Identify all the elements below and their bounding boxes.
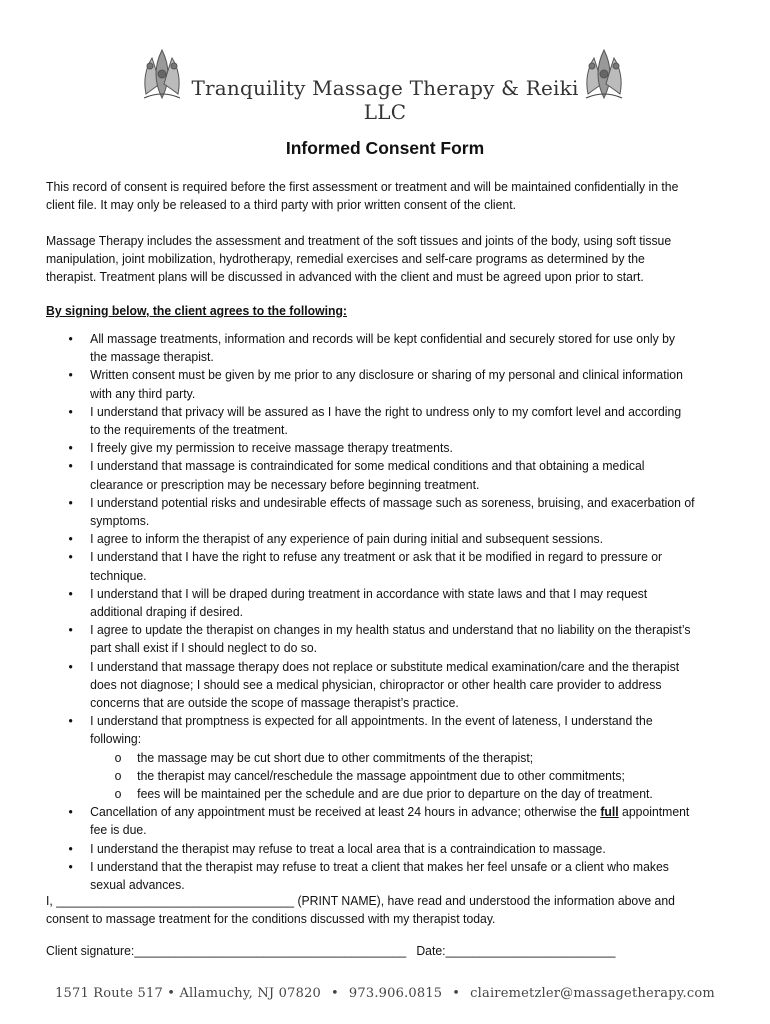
emphasis-full: full [600, 804, 619, 820]
letterhead [0, 40, 770, 124]
date-field[interactable]: _________________________ [445, 943, 616, 958]
lotus-logo-icon [578, 44, 630, 102]
footer-email: clairemetzler@massagetherapy.com [470, 986, 715, 1001]
bullet-icon: • [68, 840, 73, 856]
bullet-icon: • [68, 804, 73, 820]
list-item-cancellation: • Cancellation of any appointment must be received at least 24 hours in advance; otherwise the full appointment fee is due. [68, 804, 690, 838]
bullet-icon: • [68, 713, 73, 729]
list-item: • I understand the therapist may refuse to treat a local area that is a contraindication to massage. [46, 840, 695, 858]
bullet-icon: • [68, 585, 73, 601]
list-item: • Written consent must be given by me prior to any disclosure or sharing of my personal and clinical information with any third party. [68, 367, 683, 401]
print-name-statement: I, ___________________________________ (PRINT NAME), have read and understood the information above and consent to massage treatment for the conditions discussed with my therapist today. [46, 893, 675, 926]
date-label: Date: [416, 943, 446, 958]
signature-field[interactable]: ________________________________________ [134, 943, 407, 958]
bullet-icon: • [68, 549, 73, 565]
lateness-sublist [90, 749, 694, 804]
company-name: Tranquility Massage Therapy & Reiki LLC [191, 76, 579, 124]
lotus-logo-icon [136, 44, 188, 102]
bullet-icon: • [68, 531, 73, 547]
bullet-icon: • [68, 331, 73, 346]
intro-paragraph-massage-therapy: Massage Therapy includes the assessment and treatment of the soft tissues and joints of the body, using soft tissue manipulation, joint mobilization, hydrotherapy, remedial exercises and self-care programs as determined by the therapist. Treatment plans will be discussed in advanced with the client and must be agreed upon prior to start. [46, 233, 672, 284]
sublist-item: o the massage may be cut short due to other commitments of the therapist; [90, 749, 694, 767]
bullet-icon: • [68, 367, 73, 383]
footer-separator: • [331, 986, 339, 1001]
footer-phone: 973.906.0815 [348, 986, 443, 1001]
list-item: • I understand that the therapist may refuse to treat a client that makes her feel unsafe or a client who makes sexual advances. [68, 858, 669, 893]
intro-paragraph-confidentiality: This record of consent is required before the first assessment or treatment and will be maintained confidentially in the client file. It may only be released to a third party with prior written consent of the client. [46, 179, 679, 212]
bullet-icon: • [68, 458, 73, 474]
form-title: Informed Consent Form [285, 138, 485, 158]
agreement-list [46, 330, 695, 894]
footer-address: 1571 Route 517 • Allamuchy, NJ 07820 [55, 986, 322, 1001]
circle-bullet-icon: o [114, 749, 122, 765]
bullet-icon: • [68, 440, 73, 456]
list-item: • I agree to update the therapist on changes in my health status and understand that no liability on the therapist’s part shall exist if I should neglect to do so. [68, 622, 691, 656]
circle-bullet-icon: o [114, 786, 122, 802]
sublist-item: o the therapist may cancel/reschedule the massage appointment due to other commitments; [90, 767, 694, 785]
footer [0, 986, 770, 1001]
sublist-item: o fees will be maintained per the schedule and are due prior to departure on the day of treatment. [90, 785, 694, 803]
list-item: • I understand that massage therapy does not replace or substitute medical examination/care and the therapist does not diagnose; I should see a medical physician, chiropractor or other health care provider to address concerns that are outside the scope of massage therapist’s practice. [68, 658, 680, 711]
footer-separator: • [452, 986, 461, 1001]
bullet-icon: • [68, 658, 73, 674]
list-item: • I understand that massage is contraindicated for some medical conditions and that obtaining a medical clearance or prescription may be necessary before beginning treatment. [68, 458, 645, 492]
signature-row [46, 942, 695, 960]
list-item: • I freely give my permission to receive massage therapy treatments. [46, 439, 695, 457]
bullet-icon: • [68, 622, 73, 638]
list-item: • I agree to inform the therapist of any experience of pain during initial and subsequent sessions. [46, 530, 695, 548]
circle-bullet-icon: o [114, 767, 122, 783]
agreement-heading: By signing below, the client agrees to the following: [46, 303, 348, 318]
bullet-icon: • [68, 403, 73, 419]
signature-label: Client signature: [46, 943, 135, 958]
list-item: • I understand potential risks and undesirable effects of massage such as soreness, bruising, and exacerbation of symptoms. [68, 494, 695, 529]
list-item: • I understand that privacy will be assured as I have the right to undress only to my comfort level and according to the requirements of the treatment. [68, 403, 682, 438]
print-name-field[interactable]: ___________________________________ [56, 893, 295, 908]
list-item: • I understand that I will be draped during treatment in accordance with state laws and that I may request additional draping if desired. [68, 585, 648, 620]
bullet-icon: • [68, 858, 73, 874]
list-item: • I understand that I have the right to refuse any treatment or ask that it be modified in regard to pressure or technique. [68, 549, 663, 583]
list-item: • All massage treatments, information and records will be kept confidential and securely stored for use only by the massage therapist. [68, 331, 676, 365]
bullet-icon: • [68, 494, 73, 510]
list-item: • I understand that promptness is expected for all appointments. In the event of lateness, I understand the following: o the massage may be cut short due to other commitments of the therapist; o the therapist may cancel/reschedule the massage appointment due to other commitments; o fees will be maintained per the schedule and are due prior to departure on the day of treatment. [46, 712, 695, 803]
